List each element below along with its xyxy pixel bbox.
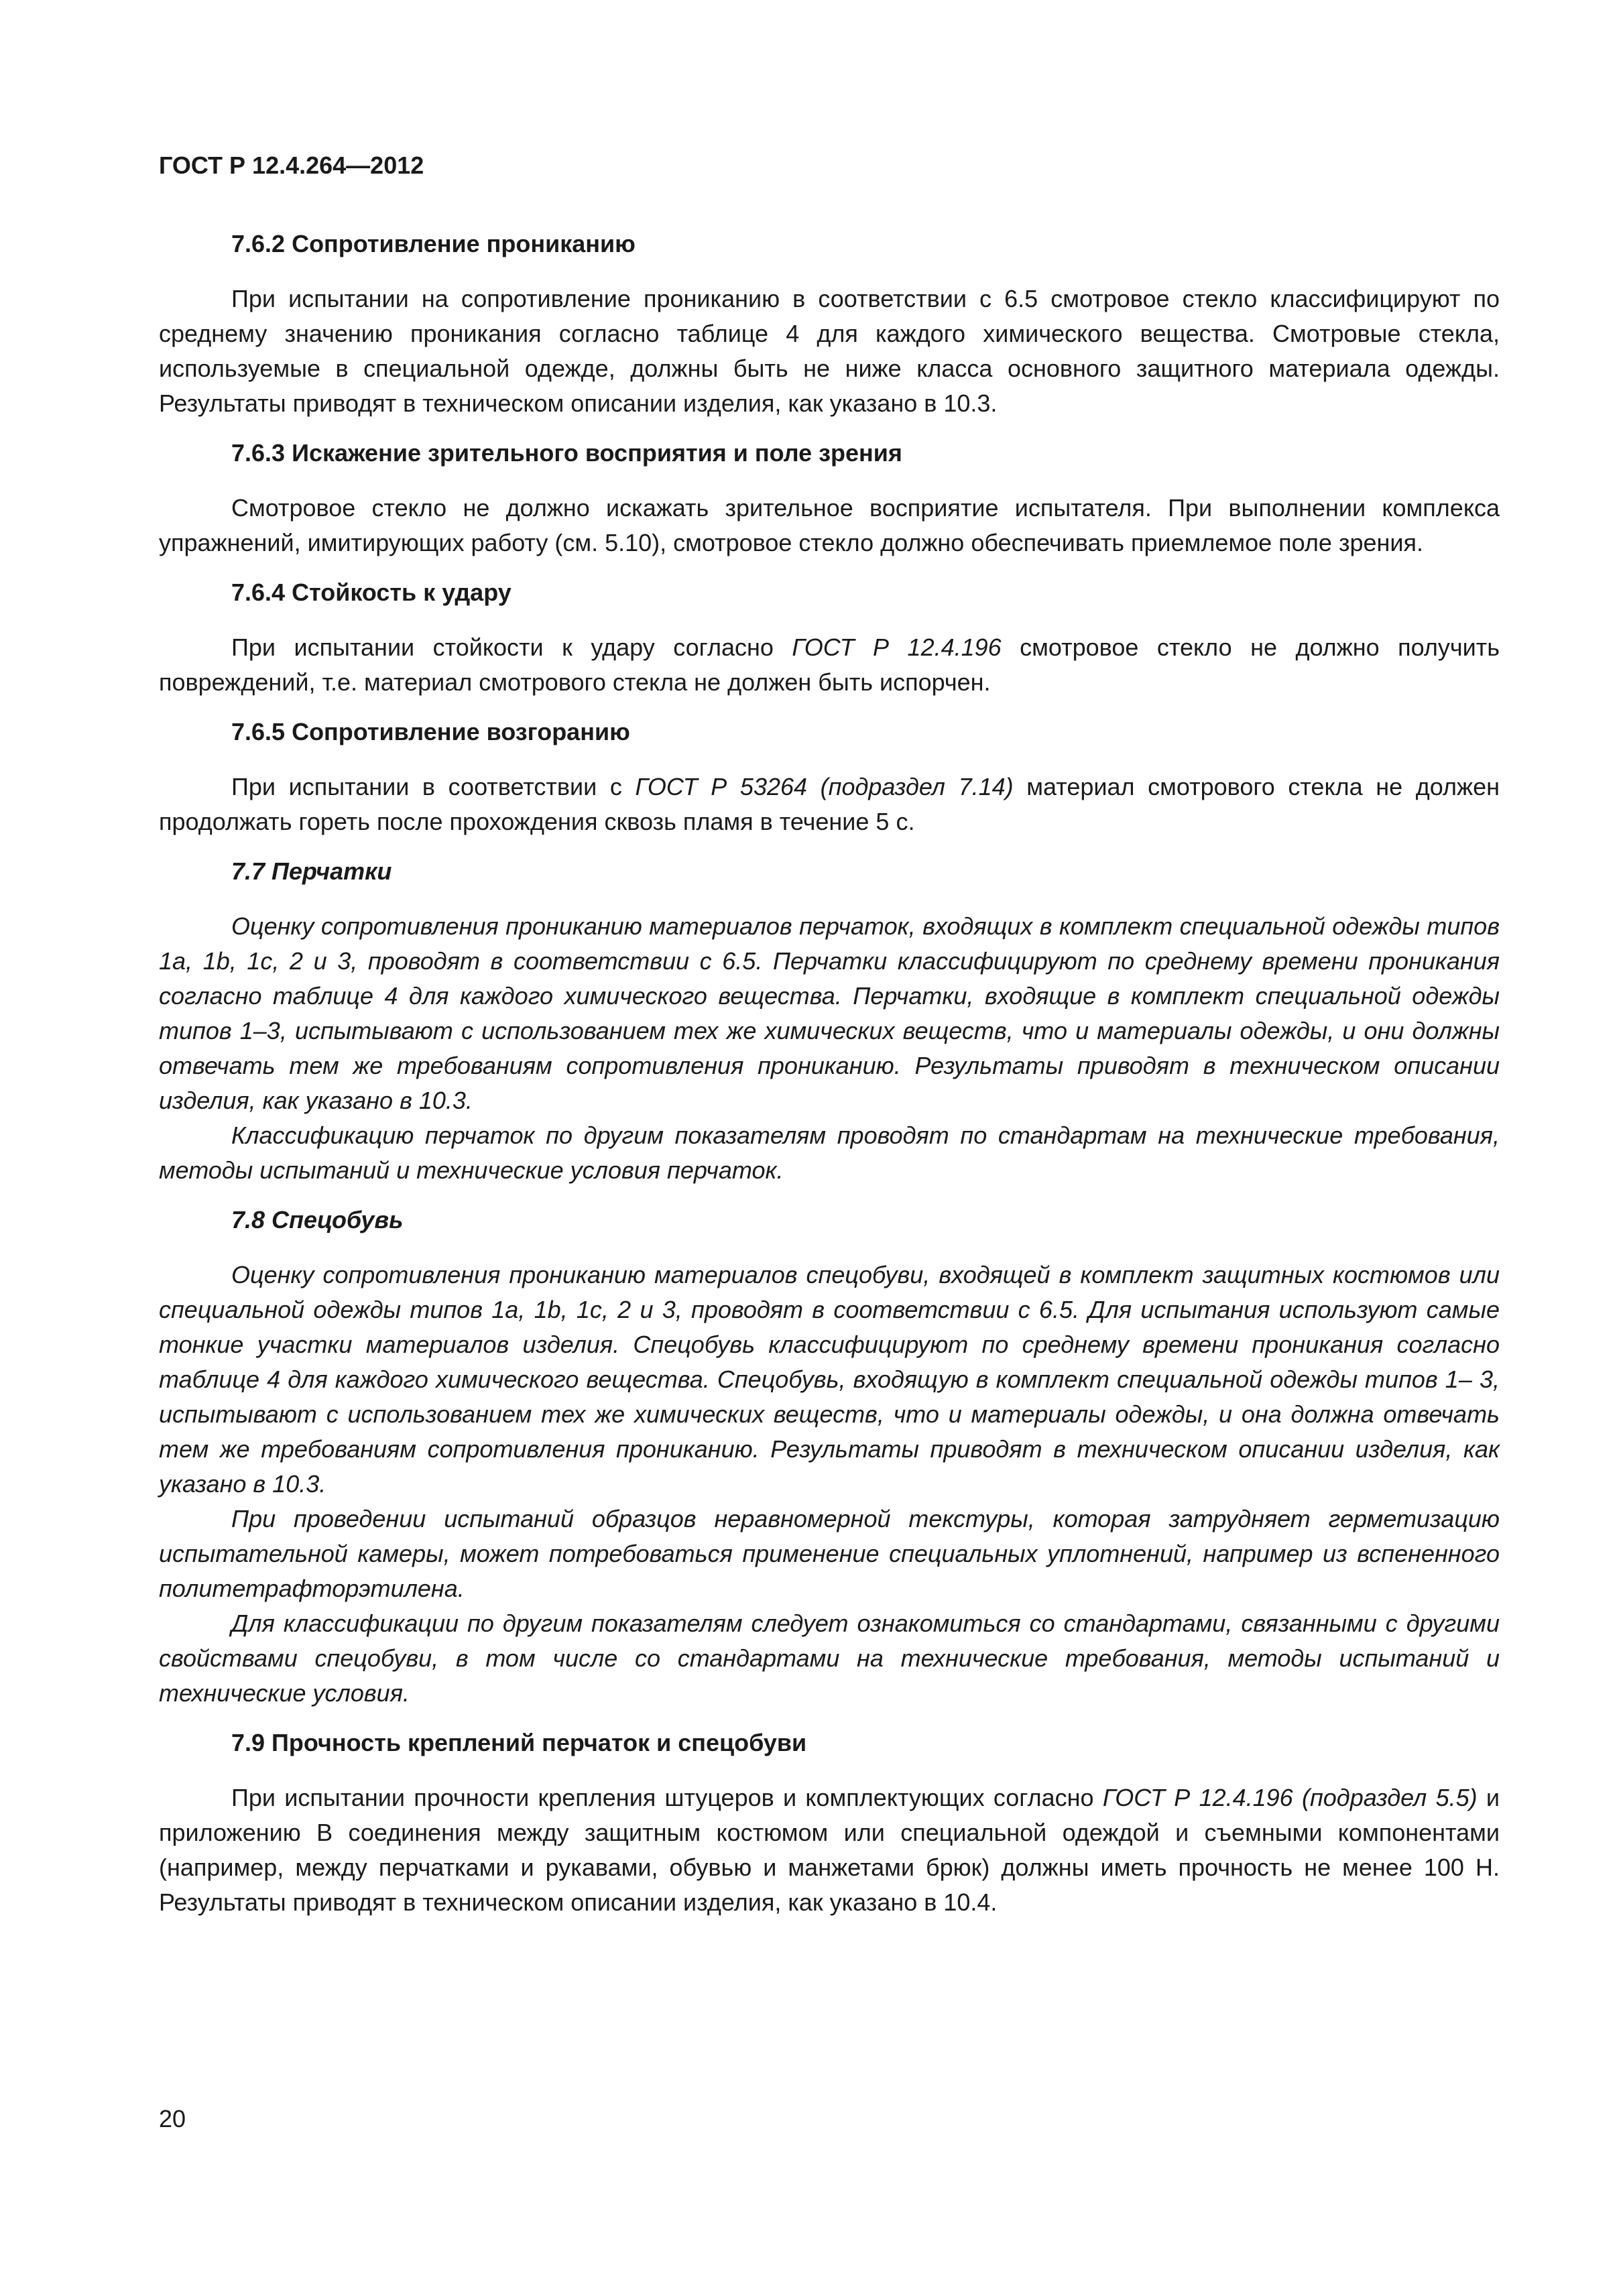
section-7-7 xyxy=(159,855,1500,1188)
section-heading: 7.7 Перчатки xyxy=(231,857,392,885)
paragraph xyxy=(159,1780,1500,1920)
paragraph: Оценку сопротивления прониканию материалов перчаток, входящих в комплект специальной одежды типов 1а, 1b, 1с, 2 и 3, проводят в соответствии с 6.5. Перчатки классифицируют по среднему времени проникания согласно таблице 4 для каждого химического вещества. Перчатки, входящие в комплект специальной одежды типов 1–3, испытывают с использованием тех же химических веществ, что и материалы одежды, и они должны отвечать тем же требованиям сопротивления прониканию. Результаты приводят в техническом описании изделия, как указано в 10.3. xyxy=(159,912,1500,1114)
section-7-9 xyxy=(159,1727,1500,1920)
standard-reference: ГОСТ Р 12.4.196 xyxy=(792,633,1002,661)
document-body xyxy=(159,228,1500,1920)
paragraph: При испытании на сопротивление прониканию в соответствии с 6.5 смотровое стекло классифицируют по среднему значению проникания согласно таблице 4 для каждого химического вещества. Смотровые стекла, используемые в специальной одежде, должны быть не ниже класса основного защитного материала одежды. Результаты приводят в техническом описании изделия, как указано в 10.3. xyxy=(159,285,1500,417)
section-7-6-3 xyxy=(159,437,1500,560)
section-7-8 xyxy=(159,1204,1500,1711)
paragraph-text: При испытании стойкости к удару согласно xyxy=(231,633,792,661)
paragraph-text: материал смотрового стекла не должен продолжать гореть после прохождения сквозь пламя в течение 5 с. xyxy=(159,773,1500,835)
paragraph: При проведении испытаний образцов неравномерной текстуры, которая затрудняет герметизацию испытательной камеры, может потребоваться применение специальных уплотнений, например из вспененного политетрафторэтилена. xyxy=(159,1505,1500,1602)
paragraph-text: При испытании в соответствии с xyxy=(231,773,636,800)
paragraph-text: и приложению В соединения между защитным костюмом или специальной одеждой и съемными компонентами (например, между перчатками и рукавами, обувью и манжетами брюк) должны иметь прочность не менее 100 Н. Результаты приводят в техническом описании изделия, как указано в 10.4. xyxy=(159,1784,1500,1916)
paragraph-text: При испытании прочности крепления штуцеров и комплектующих согласно xyxy=(231,1784,1103,1811)
standard-reference: ГОСТ Р 12.4.196 (подраздел 5.5) xyxy=(1102,1784,1478,1811)
standard-reference: ГОСТ Р 53264 (подраздел 7.14) xyxy=(635,773,1014,800)
paragraph: Смотровое стекло не должно искажать зрительное восприятие испытателя. При выполнении комплекса упражнений, имитирующих работу (см. 5.10), смотровое стекло должно обеспечивать приемлемое поле зрения. xyxy=(159,494,1500,556)
document-header: ГОСТ Р 12.4.264—2012 xyxy=(159,152,424,179)
section-heading: 7.6.4 Стойкость к удару xyxy=(231,579,512,606)
document-page xyxy=(159,0,1500,2296)
section-heading: 7.8 Спецобувь xyxy=(231,1206,404,1233)
section-7-6-5 xyxy=(159,716,1500,839)
section-heading: 7.6.5 Сопротивление возгоранию xyxy=(231,718,630,745)
section-7-6-4 xyxy=(159,577,1500,700)
section-heading: 7.9 Прочность креплений перчаток и спецобуви xyxy=(231,1729,807,1756)
paragraph: Классификацию перчаток по другим показателям проводят по стандартам на технические требования, методы испытаний и технические условия перчаток. xyxy=(159,1122,1500,1184)
section-heading: 7.6.3 Искажение зрительного восприятия и поле зрения xyxy=(231,439,902,467)
page-number: 20 xyxy=(159,2105,186,2132)
section-7-6-2 xyxy=(159,228,1500,421)
paragraph-text: смотровое стекло не должно получить повреждений, т.е. материал смотрового стекла не должен быть испорчен. xyxy=(159,633,1500,696)
section-heading: 7.6.2 Сопротивление прониканию xyxy=(231,230,636,257)
paragraph xyxy=(159,630,1500,700)
paragraph: Оценку сопротивления прониканию материалов спецобуви, входящей в комплект защитных костюмов или специальной одежды типов 1а, 1b, 1с, 2 и 3, проводят в соответствии с 6.5. Для испытания используют самые тонкие участки материалов изделия. Спецобувь классифицируют по среднему времени проникания согласно таблице 4 для каждого химического вещества. Спецобувь, входящую в комплект специальной одежды типов 1– 3, испытывают с использованием тех же химических веществ, что и материалы одежды, и она должна отвечать тем же требованиям сопротивления прониканию. Результаты приводят в техническом описании изделия, как указано в 10.3. xyxy=(159,1261,1500,1498)
paragraph xyxy=(159,770,1500,839)
paragraph: Для классификации по другим показателям следует ознакомиться со стандартами, связанными с другими свойствами спецобуви, в том числе со стандартами на технические требования, методы испытаний и технические условия. xyxy=(159,1610,1500,1707)
